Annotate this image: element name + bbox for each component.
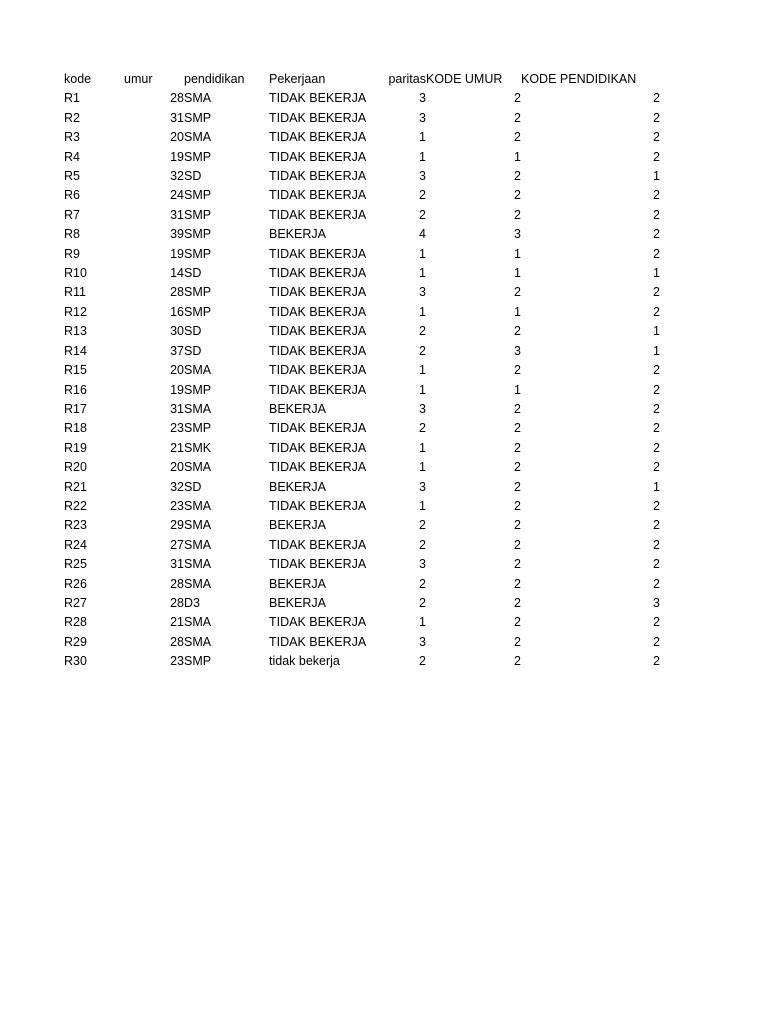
cell-kode-pendidikan: 2 xyxy=(653,188,660,203)
cell-pekerjaan: TIDAK BEKERJA xyxy=(269,634,367,649)
cell-kode-umur: 1 xyxy=(514,149,521,164)
cell-kode-umur: 2 xyxy=(514,110,521,125)
cell-kode: R3 xyxy=(64,130,80,145)
table-row xyxy=(64,148,660,167)
cell-kode-pendidikan: 2 xyxy=(653,634,660,649)
cell-umur: 19 xyxy=(170,246,184,261)
cell-umur: 27 xyxy=(170,537,184,552)
cell-pekerjaan: TIDAK BEKERJA xyxy=(269,91,367,106)
cell-kode: R27 xyxy=(64,595,87,610)
table-row xyxy=(64,497,660,516)
table-row xyxy=(64,342,660,361)
cell-pekerjaan: BEKERJA xyxy=(269,576,326,591)
cell-kode: R2 xyxy=(64,110,80,125)
cell-umur: 30 xyxy=(170,324,184,339)
cell-paritas: 3 xyxy=(419,285,426,300)
cell-pekerjaan: TIDAK BEKERJA xyxy=(269,498,367,513)
cell-pekerjaan: BEKERJA xyxy=(269,227,326,242)
cell-umur: 31 xyxy=(170,557,184,572)
cell-kode-umur: 2 xyxy=(514,498,521,513)
cell-paritas: 3 xyxy=(419,110,426,125)
cell-umur: 19 xyxy=(170,382,184,397)
table-row xyxy=(64,633,660,652)
cell-paritas: 3 xyxy=(419,91,426,106)
header-paritas: paritas xyxy=(388,72,426,86)
cell-kode-pendidikan: 2 xyxy=(653,130,660,145)
cell-kode: R6 xyxy=(64,188,80,203)
cell-umur: 28 xyxy=(170,595,184,610)
cell-kode-umur: 2 xyxy=(514,460,521,475)
cell-pendidikan: SMP xyxy=(184,149,212,164)
cell-paritas: 1 xyxy=(419,149,426,164)
cell-paritas: 1 xyxy=(419,266,426,281)
cell-kode-pendidikan: 2 xyxy=(653,654,660,669)
cell-paritas: 4 xyxy=(419,227,426,242)
cell-kode-umur: 1 xyxy=(514,246,521,261)
table-body xyxy=(64,89,660,671)
cell-kode-umur: 2 xyxy=(514,91,521,106)
cell-pekerjaan: TIDAK BEKERJA xyxy=(269,285,367,300)
cell-kode-umur: 2 xyxy=(514,576,521,591)
cell-pekerjaan: TIDAK BEKERJA xyxy=(269,266,367,281)
cell-kode: R26 xyxy=(64,576,87,591)
cell-umur: 14 xyxy=(170,266,184,281)
cell-pendidikan: SD xyxy=(184,479,202,494)
cell-pekerjaan: TIDAK BEKERJA xyxy=(269,169,367,184)
cell-umur: 20 xyxy=(170,363,184,378)
cell-umur: 28 xyxy=(170,91,184,106)
cell-kode: R25 xyxy=(64,557,87,572)
cell-kode-pendidikan: 2 xyxy=(653,537,660,552)
header-pekerjaan: Pekerjaan xyxy=(269,72,326,86)
cell-umur: 20 xyxy=(170,130,184,145)
cell-kode-umur: 2 xyxy=(514,557,521,572)
cell-pendidikan: D3 xyxy=(184,595,200,610)
cell-kode-pendidikan: 1 xyxy=(653,169,660,184)
cell-paritas: 2 xyxy=(419,518,426,533)
cell-pendidikan: SD xyxy=(184,324,202,339)
cell-kode-pendidikan: 3 xyxy=(653,595,660,610)
header-kode-umur: KODE UMUR xyxy=(426,72,503,86)
cell-pendidikan: SMA xyxy=(184,557,212,572)
cell-pendidikan: SMA xyxy=(184,518,212,533)
cell-umur: 21 xyxy=(170,615,184,630)
cell-pekerjaan: TIDAK BEKERJA xyxy=(269,246,367,261)
cell-kode-umur: 2 xyxy=(514,130,521,145)
cell-pendidikan: SMA xyxy=(184,576,212,591)
table-row xyxy=(64,245,660,264)
cell-kode-pendidikan: 2 xyxy=(653,440,660,455)
cell-umur: 20 xyxy=(170,460,184,475)
cell-umur: 21 xyxy=(170,440,184,455)
cell-paritas: 2 xyxy=(419,207,426,222)
cell-kode-umur: 2 xyxy=(514,595,521,610)
header-umur: umur xyxy=(124,72,153,86)
cell-kode: R29 xyxy=(64,634,87,649)
cell-kode: R23 xyxy=(64,518,87,533)
cell-paritas: 2 xyxy=(419,421,426,436)
cell-pekerjaan: BEKERJA xyxy=(269,595,326,610)
cell-paritas: 3 xyxy=(419,401,426,416)
cell-umur: 32 xyxy=(170,479,184,494)
cell-kode-pendidikan: 2 xyxy=(653,382,660,397)
cell-paritas: 3 xyxy=(419,634,426,649)
cell-kode-pendidikan: 2 xyxy=(653,498,660,513)
cell-pendidikan: SMA xyxy=(184,363,212,378)
cell-kode-umur: 2 xyxy=(514,440,521,455)
cell-paritas: 1 xyxy=(419,615,426,630)
cell-kode-pendidikan: 1 xyxy=(653,479,660,494)
cell-kode-umur: 3 xyxy=(514,227,521,242)
cell-paritas: 1 xyxy=(419,498,426,513)
table-row xyxy=(64,555,660,574)
cell-umur: 32 xyxy=(170,169,184,184)
cell-paritas: 2 xyxy=(419,188,426,203)
cell-pendidikan: SD xyxy=(184,266,202,281)
cell-kode-pendidikan: 2 xyxy=(653,421,660,436)
cell-kode: R21 xyxy=(64,479,87,494)
table-row xyxy=(64,400,660,419)
cell-kode-umur: 2 xyxy=(514,518,521,533)
cell-kode-pendidikan: 2 xyxy=(653,401,660,416)
cell-pekerjaan: TIDAK BEKERJA xyxy=(269,110,367,125)
cell-umur: 28 xyxy=(170,285,184,300)
cell-kode-pendidikan: 2 xyxy=(653,246,660,261)
table-row xyxy=(64,167,660,186)
cell-pekerjaan: TIDAK BEKERJA xyxy=(269,130,367,145)
cell-umur: 23 xyxy=(170,654,184,669)
cell-pekerjaan: TIDAK BEKERJA xyxy=(269,460,367,475)
cell-kode-umur: 1 xyxy=(514,304,521,319)
cell-kode: R20 xyxy=(64,460,87,475)
cell-kode-umur: 2 xyxy=(514,479,521,494)
cell-kode: R4 xyxy=(64,149,80,164)
table-row xyxy=(64,128,660,147)
cell-pendidikan: SD xyxy=(184,169,202,184)
cell-kode-umur: 1 xyxy=(514,266,521,281)
cell-kode: R1 xyxy=(64,91,80,106)
cell-kode-pendidikan: 2 xyxy=(653,91,660,106)
cell-kode-pendidikan: 2 xyxy=(653,615,660,630)
cell-umur: 28 xyxy=(170,576,184,591)
table-row xyxy=(64,419,660,438)
cell-kode: R19 xyxy=(64,440,87,455)
cell-paritas: 2 xyxy=(419,576,426,591)
cell-kode-pendidikan: 2 xyxy=(653,518,660,533)
cell-pendidikan: SD xyxy=(184,343,202,358)
cell-paritas: 2 xyxy=(419,343,426,358)
cell-pendidikan: SMP xyxy=(184,382,212,397)
cell-kode: R18 xyxy=(64,421,87,436)
cell-pekerjaan: TIDAK BEKERJA xyxy=(269,382,367,397)
cell-paritas: 1 xyxy=(419,440,426,455)
table-row xyxy=(64,652,660,671)
cell-umur: 39 xyxy=(170,227,184,242)
cell-umur: 28 xyxy=(170,634,184,649)
table-row xyxy=(64,225,660,244)
header-kode: kode xyxy=(64,72,92,86)
cell-pekerjaan: TIDAK BEKERJA xyxy=(269,343,367,358)
table-row xyxy=(64,613,660,632)
cell-kode-pendidikan: 2 xyxy=(653,149,660,164)
cell-paritas: 3 xyxy=(419,169,426,184)
cell-kode: R16 xyxy=(64,382,87,397)
cell-pendidikan: SMK xyxy=(184,440,212,455)
cell-kode-umur: 2 xyxy=(514,363,521,378)
cell-pendidikan: SMA xyxy=(184,460,212,475)
cell-paritas: 2 xyxy=(419,537,426,552)
cell-pekerjaan: TIDAK BEKERJA xyxy=(269,304,367,319)
cell-pekerjaan: TIDAK BEKERJA xyxy=(269,537,367,552)
cell-umur: 29 xyxy=(170,518,184,533)
cell-paritas: 3 xyxy=(419,557,426,572)
cell-pendidikan: SMA xyxy=(184,91,212,106)
spreadsheet-page xyxy=(64,70,724,672)
cell-pekerjaan: BEKERJA xyxy=(269,518,326,533)
table-row xyxy=(64,322,660,341)
cell-umur: 31 xyxy=(170,207,184,222)
cell-kode: R14 xyxy=(64,343,87,358)
cell-kode-umur: 2 xyxy=(514,634,521,649)
cell-paritas: 1 xyxy=(419,130,426,145)
cell-kode-pendidikan: 1 xyxy=(653,324,660,339)
table-row xyxy=(64,361,660,380)
header-pendidikan: pendidikan xyxy=(184,72,245,86)
cell-kode: R30 xyxy=(64,654,87,669)
cell-kode-pendidikan: 2 xyxy=(653,227,660,242)
cell-pendidikan: SMA xyxy=(184,615,212,630)
cell-pekerjaan: TIDAK BEKERJA xyxy=(269,557,367,572)
table-row xyxy=(64,381,660,400)
cell-pendidikan: SMP xyxy=(184,246,212,261)
cell-kode-pendidikan: 1 xyxy=(653,343,660,358)
cell-pendidikan: SMA xyxy=(184,498,212,513)
table-row xyxy=(64,283,660,302)
cell-paritas: 1 xyxy=(419,304,426,319)
cell-pekerjaan: TIDAK BEKERJA xyxy=(269,149,367,164)
cell-pendidikan: SMP xyxy=(184,285,212,300)
table-row xyxy=(64,89,660,108)
cell-pendidikan: SMA xyxy=(184,537,212,552)
table-row xyxy=(64,206,660,225)
cell-pekerjaan: TIDAK BEKERJA xyxy=(269,440,367,455)
cell-kode-pendidikan: 2 xyxy=(653,557,660,572)
cell-pendidikan: SMP xyxy=(184,227,212,242)
table-row xyxy=(64,303,660,322)
cell-pekerjaan: TIDAK BEKERJA xyxy=(269,615,367,630)
table-row xyxy=(64,264,660,283)
cell-pekerjaan: BEKERJA xyxy=(269,401,326,416)
cell-kode: R7 xyxy=(64,207,80,222)
cell-kode: R11 xyxy=(64,285,87,300)
table-row xyxy=(64,575,660,594)
cell-pendidikan: SMA xyxy=(184,634,212,649)
cell-umur: 23 xyxy=(170,498,184,513)
cell-kode-umur: 2 xyxy=(514,615,521,630)
cell-paritas: 2 xyxy=(419,595,426,610)
cell-kode-pendidikan: 2 xyxy=(653,304,660,319)
cell-pekerjaan: TIDAK BEKERJA xyxy=(269,188,367,203)
cell-kode-pendidikan: 2 xyxy=(653,110,660,125)
cell-kode-umur: 2 xyxy=(514,207,521,222)
cell-kode: R24 xyxy=(64,537,87,552)
cell-pekerjaan: tidak bekerja xyxy=(269,654,340,669)
cell-kode: R28 xyxy=(64,615,87,630)
cell-kode-umur: 2 xyxy=(514,169,521,184)
table-row xyxy=(64,186,660,205)
cell-paritas: 3 xyxy=(419,479,426,494)
cell-kode: R10 xyxy=(64,266,87,281)
cell-paritas: 2 xyxy=(419,324,426,339)
cell-kode-umur: 2 xyxy=(514,654,521,669)
cell-pendidikan: SMP xyxy=(184,421,212,436)
cell-umur: 31 xyxy=(170,401,184,416)
cell-pekerjaan: TIDAK BEKERJA xyxy=(269,363,367,378)
cell-kode: R8 xyxy=(64,227,80,242)
cell-kode-umur: 2 xyxy=(514,188,521,203)
table-row xyxy=(64,516,660,535)
cell-paritas: 1 xyxy=(419,460,426,475)
cell-pekerjaan: TIDAK BEKERJA xyxy=(269,324,367,339)
cell-kode: R12 xyxy=(64,304,87,319)
cell-pekerjaan: TIDAK BEKERJA xyxy=(269,207,367,222)
table-row xyxy=(64,536,660,555)
cell-paritas: 1 xyxy=(419,382,426,397)
cell-kode: R5 xyxy=(64,169,80,184)
header-row xyxy=(64,70,660,89)
cell-umur: 16 xyxy=(170,304,184,319)
cell-kode-pendidikan: 2 xyxy=(653,576,660,591)
cell-umur: 19 xyxy=(170,149,184,164)
cell-kode-pendidikan: 2 xyxy=(653,207,660,222)
cell-pendidikan: SMA xyxy=(184,401,212,416)
table-row xyxy=(64,439,660,458)
cell-pendidikan: SMP xyxy=(184,188,212,203)
cell-umur: 24 xyxy=(170,188,184,203)
cell-pendidikan: SMP xyxy=(184,110,212,125)
data-table xyxy=(64,70,660,672)
cell-pekerjaan: TIDAK BEKERJA xyxy=(269,421,367,436)
cell-pendidikan: SMP xyxy=(184,654,212,669)
cell-kode-umur: 1 xyxy=(514,382,521,397)
cell-kode: R13 xyxy=(64,324,87,339)
cell-umur: 23 xyxy=(170,421,184,436)
table-row xyxy=(64,109,660,128)
cell-kode: R9 xyxy=(64,246,80,261)
cell-kode: R15 xyxy=(64,363,87,378)
cell-kode-pendidikan: 1 xyxy=(653,266,660,281)
cell-kode-umur: 2 xyxy=(514,285,521,300)
cell-paritas: 2 xyxy=(419,654,426,669)
cell-kode-umur: 2 xyxy=(514,537,521,552)
cell-kode-umur: 2 xyxy=(514,421,521,436)
table-row xyxy=(64,478,660,497)
cell-paritas: 1 xyxy=(419,246,426,261)
header-kode-pendidikan: KODE PENDIDIKAN xyxy=(521,72,637,86)
cell-paritas: 1 xyxy=(419,363,426,378)
cell-kode-umur: 2 xyxy=(514,401,521,416)
cell-umur: 37 xyxy=(170,343,184,358)
table-row xyxy=(64,458,660,477)
cell-kode-pendidikan: 2 xyxy=(653,285,660,300)
table-row xyxy=(64,594,660,613)
cell-pendidikan: SMA xyxy=(184,130,212,145)
cell-pendidikan: SMP xyxy=(184,304,212,319)
cell-kode-pendidikan: 2 xyxy=(653,363,660,378)
cell-kode-pendidikan: 2 xyxy=(653,460,660,475)
cell-kode: R17 xyxy=(64,401,87,416)
cell-pendidikan: SMP xyxy=(184,207,212,222)
cell-kode-umur: 2 xyxy=(514,324,521,339)
cell-umur: 31 xyxy=(170,110,184,125)
cell-kode: R22 xyxy=(64,498,87,513)
cell-kode-umur: 3 xyxy=(514,343,521,358)
cell-pekerjaan: BEKERJA xyxy=(269,479,326,494)
